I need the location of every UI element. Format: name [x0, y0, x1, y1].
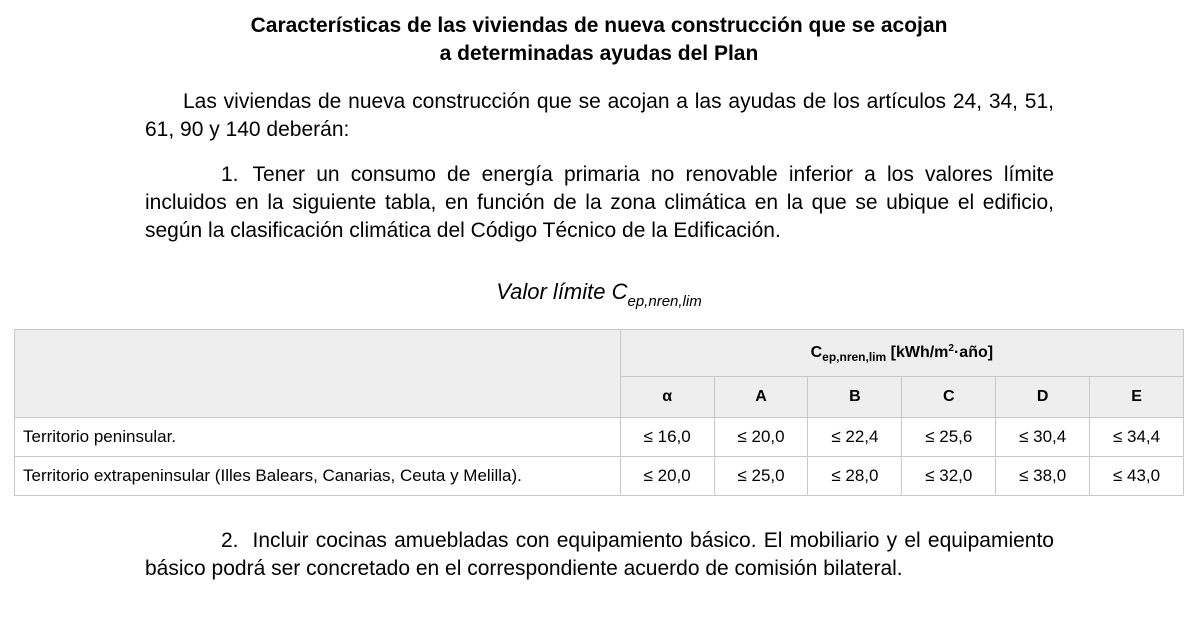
zone-header-a: A: [714, 377, 808, 418]
document-title-line-1: Características de las viviendas de nueva construcción que se acojan: [250, 14, 948, 37]
table-row: [15, 457, 1184, 496]
unit-post: ·año]: [953, 343, 994, 361]
value-cell: ≤ 25,6: [902, 418, 996, 457]
table-header-row: [15, 330, 1184, 377]
unit-pre: [kWh/m: [886, 343, 949, 361]
limit-values-table: [14, 329, 1184, 496]
list-item-2-text: Incluir cocinas amuebladas con equipamiento básico. El mobiliario y el equipamiento básico podrá ser concretado en el correspondiente acuerdo de comisión bilateral.: [145, 529, 1054, 580]
list-item-1-text: Tener un consumo de energía primaria no renovable inferior a los valores límite incluidos en la siguiente tabla, en función de la zona climática en la que se ubique el edificio, según la clasificación climática del Código Técnico de la Edificación.: [145, 163, 1054, 242]
list-item-2: [145, 527, 1054, 583]
value-cell: ≤ 32,0: [902, 457, 996, 496]
value-cell: ≤ 16,0: [620, 418, 714, 457]
value-cell: ≤ 22,4: [808, 418, 902, 457]
unit-symbol-subscript: ep,nren,lim: [822, 349, 887, 364]
value-cell: ≤ 20,0: [620, 457, 714, 496]
value-cell: ≤ 34,4: [1090, 418, 1184, 457]
zone-header-d: D: [996, 377, 1090, 418]
list-item-2-number: 2.: [221, 529, 239, 552]
caption-main: Valor límite C: [496, 279, 628, 304]
territory-peninsular: Territorio peninsular.: [15, 418, 621, 457]
zone-header-alpha: α: [620, 377, 714, 418]
header-empty-cell: [15, 330, 621, 418]
value-cell: ≤ 25,0: [714, 457, 808, 496]
zone-header-b: B: [808, 377, 902, 418]
territory-extrapeninsular: Territorio extrapeninsular (Illes Balears, Canarias, Ceuta y Melilla).: [15, 457, 621, 496]
zone-header-c: C: [902, 377, 996, 418]
value-cell: ≤ 20,0: [714, 418, 808, 457]
value-cell: ≤ 28,0: [808, 457, 902, 496]
document-title-line-2: a determinadas ayudas del Plan: [439, 42, 759, 65]
list-item-1: [145, 161, 1054, 245]
value-cell: ≤ 38,0: [996, 457, 1090, 496]
caption-subscript: ep,nren,lim: [627, 293, 702, 310]
zone-header-e: E: [1090, 377, 1184, 418]
table-row: [15, 418, 1184, 457]
list-item-1-number: 1.: [221, 163, 239, 186]
unit-symbol: C: [810, 343, 823, 361]
value-cell: ≤ 43,0: [1090, 457, 1184, 496]
value-cell: ≤ 30,4: [996, 418, 1090, 457]
intro-paragraph: Las viviendas de nueva construcción que se acojan a las ayudas de los artículos 24, 34, 51, 61, 90 y 140 deberán:: [145, 90, 1054, 141]
unit-header-cell: [620, 330, 1183, 377]
unit-superscript: 2: [948, 342, 954, 354]
table-caption: [0, 278, 1198, 316]
